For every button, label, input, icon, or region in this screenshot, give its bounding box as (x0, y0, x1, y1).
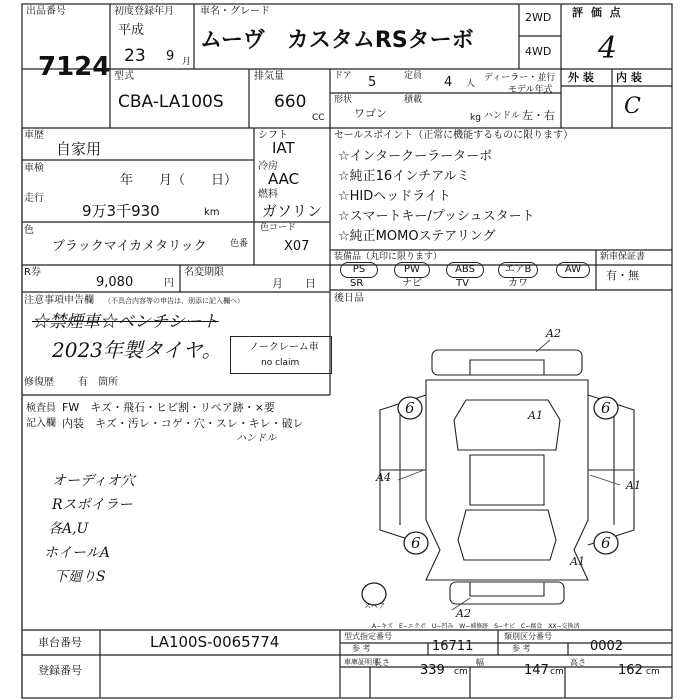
class-label: 類別区分番号 (504, 632, 552, 641)
mileage-label: 走行 (24, 193, 44, 204)
drive-2wd: 2WD (525, 11, 552, 24)
class-ref: 参 考 (512, 644, 531, 653)
equipment-name-navi: ナビ (402, 278, 422, 289)
class-value: 0002 (590, 639, 624, 654)
height-unit: cm (646, 667, 660, 677)
exterior-label: 外 装 (568, 71, 594, 84)
model-spec-label: 型式指定番号 (344, 632, 392, 641)
reg-year: 23 (124, 46, 146, 66)
model-spec-value: 16711 (432, 639, 474, 654)
repair-label: 修復歴 (24, 377, 54, 388)
ac-label: 冷房 (258, 161, 278, 172)
equipment-tag-ps: PS (340, 262, 378, 278)
interior-label: 内 装 (616, 71, 642, 84)
model-spec-ref: 参 考 (352, 644, 371, 653)
diagram-mark-rear-right: A1 (570, 555, 585, 568)
repair-suffix: 箇所 (98, 377, 118, 388)
shift: IAT (272, 139, 295, 157)
handwritten-note-2: Rスポイラー (52, 497, 133, 513)
capacity-label: 定員 (404, 71, 423, 81)
equipment-label: 装備品（丸印に限ります） (334, 252, 443, 262)
kg-unit: kg (470, 113, 481, 123)
diagram-mark-bonnet: A1 (528, 409, 543, 422)
shape-label: 形状 (334, 95, 353, 105)
load-label: 積載 (404, 95, 423, 105)
tire-mark-fl-value: 6 (405, 399, 415, 417)
handwritten-note-4: ホイールA (44, 545, 110, 561)
tire-mark-rl-value: 6 (411, 534, 421, 552)
rating-label: 評 価 点 (572, 6, 623, 19)
reg-month: 9 (166, 49, 175, 64)
selling-point-2: ☆純正16インチアルミ (338, 169, 470, 184)
equipment-tag-pw: PW (394, 262, 430, 278)
lot-number: 7124 (38, 52, 111, 82)
length-unit: cm (454, 667, 468, 677)
tire-mark-rr-value: 6 (601, 534, 611, 552)
km-unit: km (204, 207, 220, 218)
model-label: 車名・グレード (200, 6, 270, 17)
displacement: 660 (274, 92, 307, 112)
type-label: 型式 (114, 71, 134, 82)
chassis-number: LA100S-0065774 (150, 633, 280, 651)
notes-line-2: 2023年製タイヤ。 (52, 338, 222, 362)
type-code: CBA-LA100S (118, 92, 224, 112)
usage-label: 車歴 (24, 130, 44, 141)
car-damage-diagram (340, 320, 672, 620)
inspector-label: 検査員 (26, 403, 56, 414)
spare-label: スペア (364, 602, 385, 610)
capacity: 4 (444, 75, 453, 90)
usage: 自家用 (56, 140, 102, 158)
model-year-label: モデル年式 (508, 85, 553, 95)
selling-points-label: セールスポイント（正常に機能するものに限ります） (334, 130, 574, 141)
fuel: ガソリン (262, 202, 323, 220)
color: ブラックマイカメタリック (52, 239, 207, 254)
ac: AAC (268, 170, 300, 188)
length-label: 長さ (374, 658, 390, 667)
inspector-line-2: 内装 キズ・汚レ・コゲ・穴・スレ・キレ・破レ (62, 417, 304, 430)
reg-label: 登録番号 (38, 664, 82, 677)
drive-4wd: 4WD (525, 45, 552, 58)
displacement-label: 排気量 (254, 71, 284, 82)
notes-label: 注意事項申告欄 (24, 295, 94, 306)
dealer-label: ディーラー・並行 (484, 73, 556, 83)
inspector-line-1: FW キズ・飛石・ヒビ割・リペア跡・×要 (62, 401, 275, 414)
length-value: 339 (420, 663, 445, 678)
handle-label: ハンドル (484, 111, 521, 121)
equipment-name-sr: SR (350, 278, 364, 289)
equipment-tag-airbag: エアB (498, 262, 538, 278)
diagram-mark-left: A4 (376, 471, 391, 484)
shape: ワゴン (354, 107, 387, 120)
inspection-date: 年 月（ 日） (120, 173, 238, 188)
yen-unit: 円 (164, 278, 174, 289)
era: 平成 (118, 23, 145, 38)
capacity-unit: 人 (466, 79, 476, 89)
handwritten-note-3: 各A,U (48, 521, 89, 537)
color-label: 色 (24, 225, 34, 236)
selling-point-4: ☆スマートキー/プッシュスタート (338, 209, 535, 224)
stamp-line-1: ノークレーム車 (249, 342, 319, 353)
width-value: 147 (524, 663, 549, 678)
door-label: ドア (334, 71, 352, 81)
handwritten-note-5: 下廻りS (54, 569, 106, 585)
height-value: 162 (618, 663, 643, 678)
width-label: 幅 (476, 658, 484, 667)
handle: 左・右 (522, 109, 555, 122)
month-unit: 月 (182, 57, 192, 67)
warranty: 有・無 (606, 269, 639, 282)
cert-label: 車庫証明用 (344, 658, 379, 666)
recycle-fee: 9,080 (96, 275, 134, 290)
equipment-name-tv: TV (456, 278, 469, 289)
inspector-scribble: ハンドル (236, 433, 276, 444)
diagram-mark-front: A2 (546, 327, 561, 340)
color-code-label: 色コード (260, 223, 297, 233)
diagram-mark-right: A1 (626, 479, 641, 492)
cc-unit: CC (312, 113, 325, 123)
mileage: 9万3千930 (82, 202, 160, 220)
recycle-label: R券 (24, 267, 41, 278)
handwritten-note-1: オーディオ穴 (52, 473, 135, 489)
color-no-label: 色番 (230, 239, 249, 249)
entry-label: 記入欄 (26, 418, 56, 429)
first-reg-label: 初度登録年月 (114, 6, 174, 17)
equipment-tag-abs: ABS (446, 262, 484, 278)
name-change-date: 月 日 (272, 277, 316, 290)
diagram-mark-rear: A2 (456, 607, 471, 620)
inspection-label: 車検 (24, 163, 44, 174)
chassis-label: 車台番号 (38, 636, 82, 649)
width-unit: cm (550, 667, 564, 677)
notes-line-1: ☆禁煙車☆ベンチシート (32, 312, 219, 332)
equipment-name-leather: カワ (508, 278, 528, 289)
interior-score: C (624, 94, 641, 119)
lot-label: 出品番号 (26, 6, 66, 17)
name-change-label: 名変期限 (184, 267, 224, 278)
selling-point-3: ☆HIDヘッドライト (338, 189, 451, 204)
doors: 5 (368, 75, 377, 90)
height-label: 高さ (570, 658, 586, 667)
notes-sublabel: （不具合内容等の申告は、別添に記入欄へ） (104, 297, 244, 305)
tire-mark-fr-value: 6 (601, 399, 611, 417)
rear-items-label: 後日品 (334, 293, 364, 304)
equipment-tag-aw: AW (556, 262, 590, 278)
color-code: X07 (284, 239, 310, 254)
selling-point-5: ☆純正MOMOステアリング (338, 229, 496, 244)
shift-label: シフト (258, 130, 288, 141)
no-claim-stamp (230, 336, 332, 374)
selling-point-1: ☆インタークーラーターボ (338, 149, 493, 164)
fuel-label: 燃料 (258, 189, 278, 200)
rating-score: 4 (598, 31, 618, 66)
stamp-line-2: no claim (261, 358, 300, 368)
damage-legend: A−キズ E−エクボ U−凹み W−補修跡 S−サビ C−腐食 XX−交換済 (372, 623, 580, 630)
warranty-label: 新車保証書 (600, 252, 646, 262)
model-name: ムーヴ カスタムRSターボ (200, 28, 474, 53)
repair-value: 有 (78, 377, 88, 388)
